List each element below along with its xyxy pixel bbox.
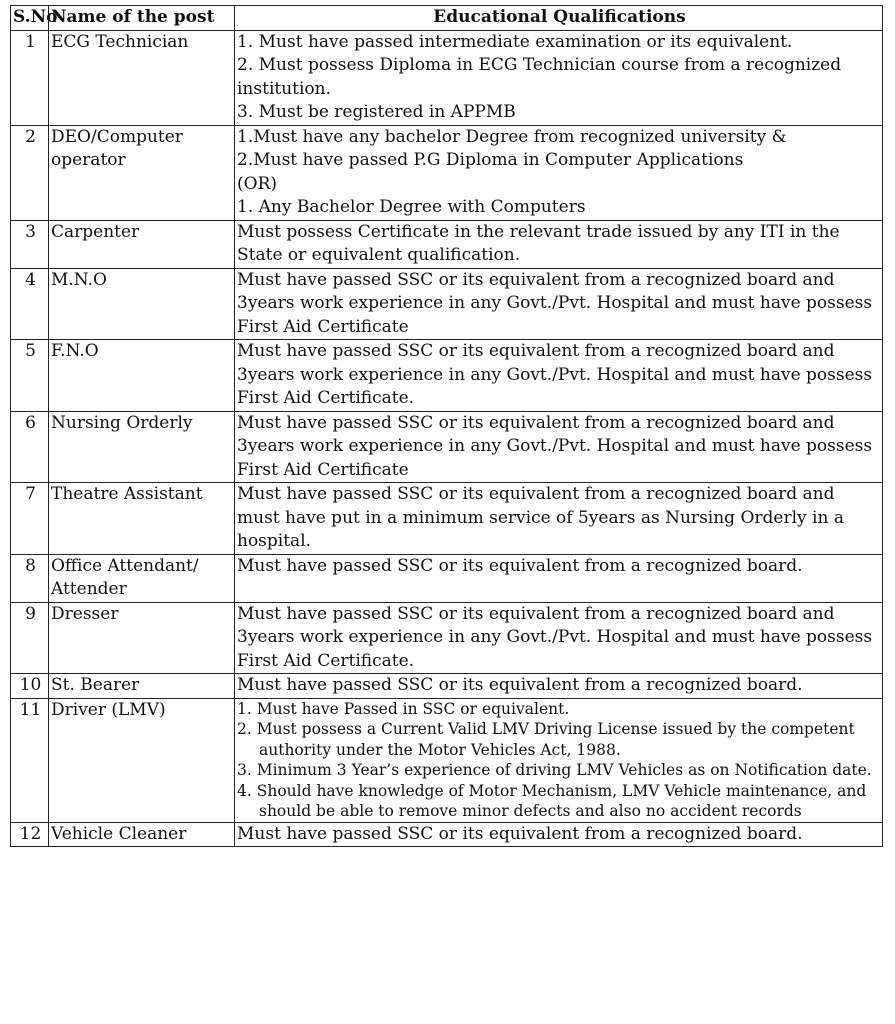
row-sno: 2: [11, 125, 49, 220]
row-sno: 6: [11, 411, 49, 483]
table-header: [11, 6, 883, 31]
qualification-line: 4. Should have knowledge of Motor Mechanism, LMV Vehicle maintenance, and should be able to remove minor defects and also no accident records: [237, 781, 867, 820]
qualification-line: 1. Must have Passed in SSC or equivalent.: [237, 699, 570, 718]
row-sno: 7: [11, 483, 49, 555]
row-post-name: ECG Technician: [49, 30, 235, 125]
row-qualifications: [235, 268, 883, 340]
row-qualifications: [235, 602, 883, 674]
qualification-line: Must possess Certificate in the relevant trade issued by any ITI in the State or equivalent qualification.: [237, 221, 840, 265]
header-row: [11, 6, 883, 31]
row-post-name: DEO/Computer operator: [49, 125, 235, 220]
row-qualifications: [235, 822, 883, 847]
qualification-line: 2.Must have passed P.G Diploma in Computer Applications: [237, 150, 744, 170]
row-sno: 9: [11, 602, 49, 674]
row-post-name: Office Attendant/ Attender: [49, 554, 235, 602]
qualification-line: 1. Any Bachelor Degree with Computers: [237, 197, 586, 217]
row-post-name: Vehicle Cleaner: [49, 822, 235, 847]
row-qualifications: [235, 674, 883, 699]
table-row: [11, 554, 883, 602]
row-sno: 8: [11, 554, 49, 602]
row-sno: 1: [11, 30, 49, 125]
qualification-line: 3. Must be registered in APPMB: [237, 102, 516, 122]
table-row: [11, 602, 883, 674]
qualifications-table: [10, 5, 883, 847]
table-row: [11, 674, 883, 699]
row-sno: 10: [11, 674, 49, 699]
table-row: [11, 125, 883, 220]
row-post-name: Nursing Orderly: [49, 411, 235, 483]
qualification-line: Must have passed SSC or its equivalent from a recognized board.: [237, 675, 803, 695]
table-row: [11, 411, 883, 483]
row-post-name: Theatre Assistant: [49, 483, 235, 555]
row-qualifications: [235, 125, 883, 220]
row-post-name: Dresser: [49, 602, 235, 674]
table-row: [11, 340, 883, 412]
row-qualifications: [235, 30, 883, 125]
qualification-line: 1. Must have passed intermediate examination or its equivalent.: [237, 31, 793, 52]
row-sno: 4: [11, 268, 49, 340]
qualification-line: Must have passed SSC or its equivalent from a recognized board and 3years work experience in any Govt./Pvt. Hospital and must have possess First Aid Certificate: [237, 269, 873, 337]
row-sno: 3: [11, 220, 49, 268]
row-sno: 12: [11, 822, 49, 847]
qualification-line: Must have passed SSC or its equivalent from a recognized board and 3years work experience in any Govt./Pvt. Hospital and must have possess First Aid Certificate: [237, 412, 873, 480]
qualification-line: Must have passed SSC or its equivalent from a recognized board.: [237, 823, 803, 844]
row-qualifications: [235, 554, 883, 602]
table-row: [11, 698, 883, 822]
row-sno: 11: [11, 698, 49, 822]
table-row: [11, 822, 883, 847]
header-qualifications: Educational Qualifications: [235, 6, 883, 31]
row-sno: 5: [11, 340, 49, 412]
table-row: [11, 268, 883, 340]
qualification-line: Must have passed SSC or its equivalent from a recognized board and must have put in a minimum service of 5years as Nursing Orderly in a hospital.: [237, 484, 844, 551]
table-row: [11, 483, 883, 555]
qualification-line: 3. Minimum 3 Year’s experience of driving LMV Vehicles as on Notification date.: [237, 761, 872, 779]
row-qualifications: [235, 411, 883, 483]
qualification-line: 2. Must possess a Current Valid LMV Driving License issued by the competent authority under the Motor Vehicles Act, 1988.: [237, 720, 855, 759]
row-qualifications: [235, 483, 883, 555]
row-qualifications: [235, 698, 883, 822]
row-post-name: Driver (LMV): [49, 698, 235, 822]
qualification-line: Must have passed SSC or its equivalent from a recognized board and 3years work experience in any Govt./Pvt. Hospital and must have possess First Aid Certificate.: [237, 603, 873, 671]
header-sno: S.No: [11, 6, 49, 31]
row-qualifications: [235, 340, 883, 412]
qualification-line: 1.Must have any bachelor Degree from recognized university &: [237, 126, 787, 147]
header-post-name: Name of the post: [49, 6, 235, 31]
table-body: [11, 30, 883, 847]
table-row: [11, 30, 883, 125]
row-post-name: M.N.O: [49, 268, 235, 340]
qualification-line: (OR): [237, 173, 278, 194]
row-post-name: Carpenter: [49, 220, 235, 268]
table-row: [11, 220, 883, 268]
qualification-line: 2. Must possess Diploma in ECG Technician course from a recognized institution.: [237, 55, 842, 99]
qualification-line: Must have passed SSC or its equivalent from a recognized board.: [237, 555, 803, 576]
row-qualifications: [235, 220, 883, 268]
row-post-name: F.N.O: [49, 340, 235, 412]
row-post-name: St. Bearer: [49, 674, 235, 699]
qualification-line: Must have passed SSC or its equivalent from a recognized board and 3years work experience in any Govt./Pvt. Hospital and must have possess First Aid Certificate.: [237, 341, 873, 408]
